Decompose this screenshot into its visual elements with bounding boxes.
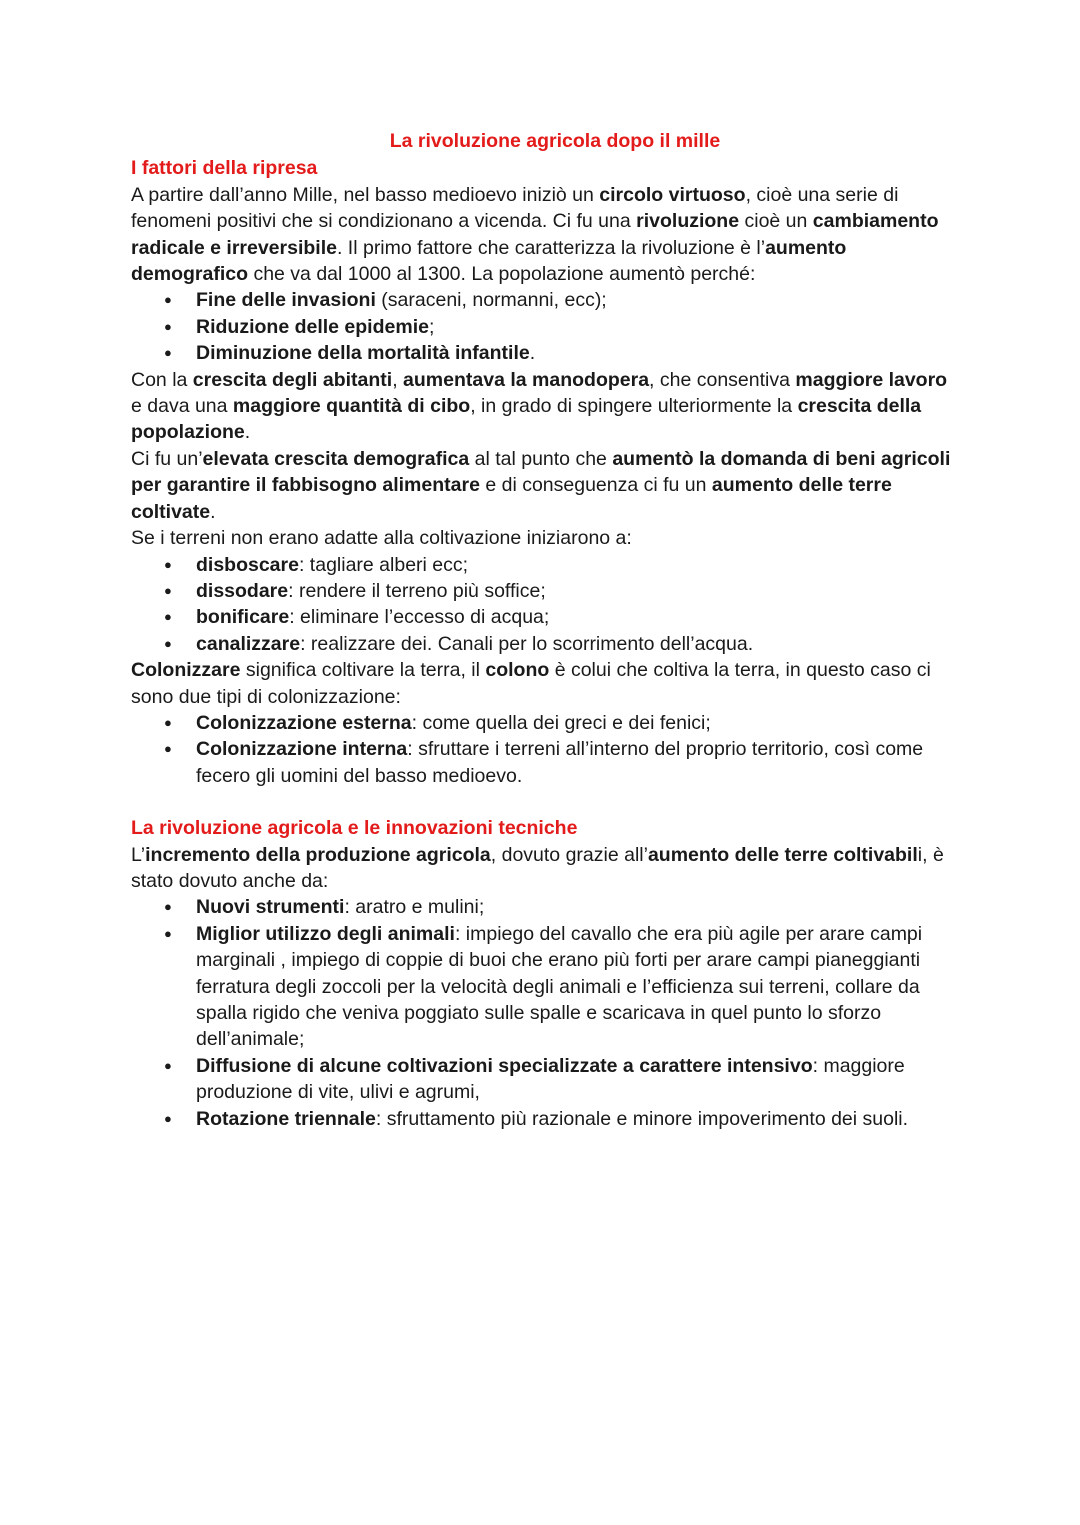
section-heading-fattori: I fattori della ripresa — [131, 157, 318, 180]
text-run: : maggiore produzione di vite, ulivi e agrumi, — [196, 1054, 905, 1104]
text-run: (saraceni, normanni, ecc); — [375, 289, 607, 312]
text-run: al tal punto che — [469, 447, 613, 470]
bold-text: Diminuzione della mortalità infantile — [196, 342, 530, 365]
bold-text: cambiamento radicale e irreversibile — [131, 210, 939, 259]
text-run: e dava una — [131, 395, 233, 418]
bold-text: Nuovi strumenti — [196, 896, 345, 919]
bold-text: aumento delle terre coltivate — [131, 474, 892, 523]
list-item — [196, 1106, 961, 1132]
list-item — [196, 1053, 961, 1106]
list-item — [196, 552, 961, 578]
text-run: . — [529, 342, 536, 365]
text-run: , — [392, 368, 404, 391]
bold-text: circolo virtuoso — [599, 183, 746, 206]
text-run: . — [210, 500, 216, 523]
paragraph — [131, 182, 961, 288]
bold-text: Colonizzazione esterna — [196, 711, 412, 734]
bold-text: incremento della produzione agricola — [145, 843, 491, 866]
list-item — [196, 314, 961, 340]
list-item — [196, 894, 961, 920]
bold-text: elevata crescita demografica — [202, 447, 470, 470]
list-item — [196, 736, 961, 789]
bold-text: Fine delle invasioni — [196, 289, 376, 312]
text-run: : eliminare l’eccesso di acqua; — [289, 606, 550, 629]
text-run: cioè un — [739, 210, 813, 233]
bold-text: aumento demografico — [131, 236, 847, 286]
bullet-list — [131, 552, 961, 658]
text-run: è colui che coltiva la terra, in questo caso ci sono due tipi di colonizzazione: — [131, 659, 931, 708]
text-run: : aratro e mulini; — [344, 896, 485, 919]
list-item — [196, 921, 961, 1053]
bullet-list — [131, 894, 961, 1132]
bold-text: Colonizzazione interna — [196, 738, 408, 761]
text-run: : come quella dei greci e dei fenici; — [411, 711, 711, 734]
bold-text: rivoluzione — [636, 210, 740, 233]
bold-text: Diffusione di alcune coltivazioni specializzate a carattere intensivo — [196, 1054, 813, 1077]
list-item — [196, 340, 961, 366]
bullet-list — [131, 287, 961, 366]
bold-text: aumentò la domanda di beni agricoli per garantire il fabbisogno alimentare — [131, 447, 951, 497]
text-run: significa coltivare la terra, il — [240, 659, 486, 682]
list-item — [196, 710, 961, 736]
text-run: , dovuto grazie all’ — [490, 843, 648, 866]
document-title: La rivoluzione agricola dopo il mille — [389, 130, 721, 152]
text-run: A partire dall’anno Mille, nel basso medioevo iniziò un — [131, 183, 600, 206]
text-run: e di conseguenza ci fu un — [479, 474, 712, 497]
bold-text: colono — [485, 659, 550, 682]
bold-text: maggiore lavoro — [795, 368, 948, 391]
bold-text: disboscare — [196, 553, 299, 576]
document-body — [131, 128, 961, 1132]
bold-text: dissodare — [196, 579, 289, 602]
list-item — [196, 604, 961, 630]
list-item — [196, 578, 961, 604]
paragraph — [131, 525, 961, 551]
bold-text: aumento delle terre coltivabil — [647, 843, 918, 866]
bullet-list — [131, 710, 961, 789]
text-run: , cioè una serie di fenomeni positivi che si condizionano a vicenda. Ci fu una — [131, 183, 899, 233]
text-run: : sfruttare i terreni all’interno del proprio territorio, così come fecero gli uomini del basso medioevo. — [196, 738, 924, 787]
bold-text: aumentava la manodopera — [403, 368, 650, 391]
text-run: Ci fu un’ — [131, 447, 203, 470]
text-run: : impiego del cavallo che era più agile per arare campi marginali , impiego di coppie di buoi che erano più forti per arare campi pianeggianti ferratura degli zoccoli per la velocità degli animali e l’efficienza sui terreni, collare da spalla rigido che veniva poggiato sulle spalle e scaricava in quel punto lo sforzo dell’animale; — [196, 922, 923, 1051]
text-run: . — [244, 421, 251, 444]
bold-text: Riduzione delle epidemie — [196, 315, 429, 338]
text-run: i, è stato dovuto anche da: — [131, 843, 944, 892]
list-item — [196, 631, 961, 657]
bold-text: crescita della popolazione — [131, 395, 922, 444]
bold-text: bonificare — [196, 606, 290, 629]
text-run: , che consentiva — [649, 368, 796, 391]
text-run: Con la — [131, 368, 193, 391]
bold-text: crescita degli abitanti — [192, 368, 393, 391]
paragraph — [131, 657, 961, 710]
bold-text: Colonizzare — [131, 659, 241, 682]
bold-text: Rotazione triennale — [196, 1107, 376, 1130]
bold-text: Miglior utilizzo degli animali — [196, 922, 455, 945]
paragraph — [131, 842, 961, 895]
text-run: : tagliare alberi ecc; — [298, 553, 469, 576]
paragraph — [131, 446, 961, 525]
text-run: L’ — [131, 843, 146, 866]
text-run: : sfruttamento più razionale e minore impoverimento dei suoli. — [375, 1107, 909, 1130]
bold-text: maggiore quantità di cibo — [232, 395, 471, 418]
list-item — [196, 287, 961, 313]
section-spacer — [131, 789, 961, 815]
text-run: , in grado di spingere ulteriormente la — [470, 395, 798, 418]
paragraph — [131, 367, 961, 446]
text-run: ; — [428, 315, 435, 338]
text-run: : realizzare dei. Canali per lo scorrimento dell’acqua. — [300, 632, 754, 655]
text-run: . Il primo fattore che caratterizza la rivoluzione è l’ — [336, 236, 766, 259]
text-run: : rendere il terreno più soffice; — [288, 579, 546, 602]
section-heading-innovazioni: La rivoluzione agricola e le innovazioni tecniche — [131, 817, 578, 840]
text-run: Se i terreni non erano adatte alla coltivazione iniziarono a: — [131, 527, 632, 550]
text-run: che va dal 1000 al 1300. La popolazione aumentò perché: — [248, 263, 756, 286]
bold-text: canalizzare — [196, 632, 301, 655]
